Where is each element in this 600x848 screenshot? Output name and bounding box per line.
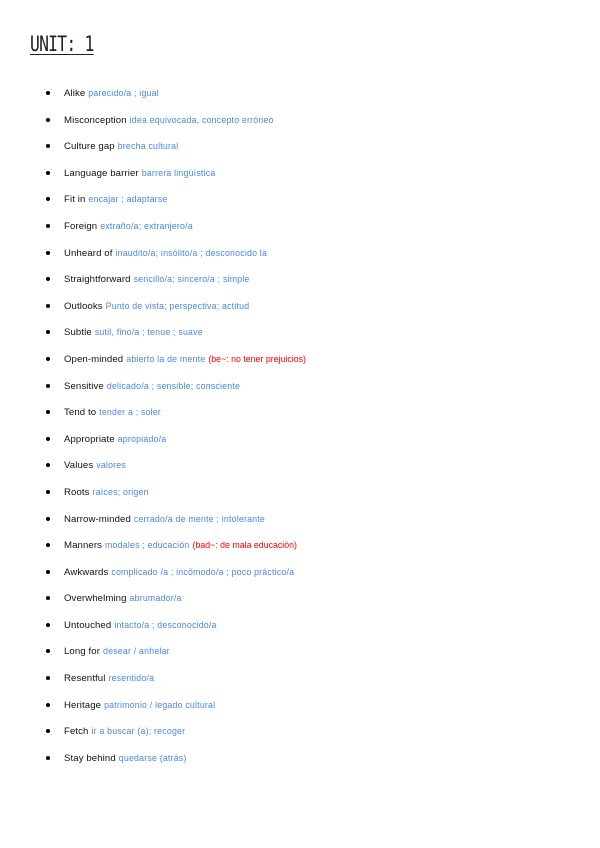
vocab-item	[0, 297, 600, 324]
bullet-icon	[46, 330, 50, 334]
vocab-translation: quedarse (atrás)	[118, 752, 187, 763]
bullet-icon	[46, 251, 50, 255]
bullet-icon	[46, 437, 50, 441]
vocab-item	[0, 350, 600, 377]
vocab-item	[0, 456, 600, 483]
bullet-icon	[46, 144, 50, 148]
vocab-translation: abrumador/a	[129, 593, 182, 604]
vocab-translation: tender a ; soler	[99, 407, 162, 418]
vocab-item	[0, 403, 600, 430]
vocab-item	[0, 749, 600, 776]
vocab-note: (bad~: de mala educación)	[192, 540, 297, 551]
vocab-term: Subtle	[64, 327, 92, 339]
vocab-item	[0, 536, 600, 563]
vocabulary-list	[0, 84, 600, 775]
vocab-translation: apropiado/a	[117, 433, 167, 444]
bullet-icon	[46, 570, 50, 574]
vocab-translation: encajar ; adaptarse	[88, 194, 168, 205]
vocab-translation: cerrado/a de mente ; intolerante	[133, 513, 265, 524]
vocab-item	[0, 377, 600, 404]
vocab-term: Language barrier	[64, 167, 139, 179]
vocab-translation: complicado /a ; incômodo/a ; poco práctico/a	[111, 566, 295, 577]
vocab-item	[0, 270, 600, 297]
vocab-term: Long for	[64, 646, 101, 658]
bullet-icon	[46, 596, 50, 600]
vocab-translation: valores	[96, 460, 126, 471]
page-title: UNIT: 1	[30, 32, 94, 56]
vocab-translation: inaudito/a; insólito/a ; desconocido la	[115, 247, 268, 258]
vocab-term: Narrow-minded	[64, 513, 131, 525]
vocab-term: Alike	[64, 88, 86, 99]
vocab-term: Appropriate	[64, 433, 115, 445]
vocab-translation: modales ; educación	[105, 540, 190, 551]
vocab-item	[0, 244, 600, 271]
bullet-icon	[46, 676, 50, 680]
bullet-icon	[46, 463, 50, 467]
vocab-term: Fit in	[64, 194, 86, 206]
vocab-item	[0, 84, 600, 111]
vocab-item	[0, 696, 600, 723]
vocab-term: Values	[64, 460, 94, 472]
vocab-term: Resentful	[64, 673, 106, 685]
bullet-icon	[46, 543, 50, 547]
vocab-item	[0, 669, 600, 696]
vocab-term: Roots	[64, 486, 90, 498]
vocab-item	[0, 111, 600, 138]
bullet-icon	[46, 729, 50, 733]
vocab-term: Awkwards	[64, 566, 109, 578]
vocab-translation: raíces; origen	[92, 486, 149, 497]
vocab-translation: abierto la de mente	[126, 353, 206, 364]
vocab-term: Heritage	[64, 699, 102, 711]
vocab-item	[0, 190, 600, 217]
vocab-item	[0, 616, 600, 643]
bullet-icon	[46, 384, 50, 388]
vocab-term: Stay behind	[64, 752, 116, 764]
vocab-item	[0, 722, 600, 749]
vocab-term: Unheard of	[64, 247, 113, 259]
vocab-item	[0, 430, 600, 457]
vocab-item	[0, 137, 600, 164]
vocab-translation: brecha cultural	[117, 141, 179, 152]
vocab-item	[0, 642, 600, 669]
bullet-icon	[46, 357, 50, 361]
bullet-icon	[46, 649, 50, 653]
vocab-term: Culture gap	[64, 141, 115, 153]
vocab-translation: sutil, fino/a ; tenue ; suave	[94, 327, 203, 338]
vocab-item	[0, 589, 600, 616]
vocab-translation: parecido/a ; igual	[88, 88, 159, 98]
bullet-icon	[46, 171, 50, 175]
vocab-translation: idea equivocada, concepto erróneo	[129, 114, 274, 125]
vocab-term: Untouched	[64, 619, 112, 631]
vocab-note: (be~: no tener prejuicios)	[208, 353, 306, 364]
bullet-icon	[46, 703, 50, 707]
vocab-translation: ir a buscar (a); recoger	[91, 726, 186, 737]
bullet-icon	[46, 277, 50, 281]
vocab-item	[0, 217, 600, 244]
vocab-term: Manners	[64, 540, 103, 552]
bullet-icon	[46, 118, 50, 122]
vocab-term: Fetch	[64, 726, 89, 738]
bullet-icon	[46, 756, 50, 760]
bullet-icon	[46, 224, 50, 228]
bullet-icon	[46, 623, 50, 627]
vocab-term: Open-minded	[64, 353, 124, 365]
vocab-item	[0, 510, 600, 537]
bullet-icon	[46, 304, 50, 308]
vocab-translation: Punto de vista; perspectiva; actitud	[105, 300, 250, 311]
vocab-item	[0, 563, 600, 590]
vocab-translation: intacto/a ; desconocido/a	[114, 619, 217, 630]
vocab-term: Straightforward	[64, 274, 131, 286]
vocab-term: Misconception	[64, 114, 127, 126]
vocab-item	[0, 483, 600, 510]
vocab-translation: patrimonio / legado cultural	[104, 699, 216, 710]
bullet-icon	[46, 91, 50, 95]
bullet-icon	[46, 197, 50, 201]
vocab-translation: barrera lingüística	[141, 167, 216, 178]
vocab-translation: resentido/a	[108, 673, 155, 684]
vocab-item	[0, 164, 600, 191]
vocab-term: Overwhelming	[64, 593, 127, 605]
vocab-term: Tend to	[64, 407, 97, 419]
vocab-term: Outlooks	[64, 300, 103, 312]
vocab-term: Foreign	[64, 220, 98, 232]
vocab-translation: sencillo/a; sincero/a ; simple	[133, 274, 250, 285]
vocab-term: Sensitive	[64, 380, 104, 392]
bullet-icon	[46, 410, 50, 414]
vocab-item	[0, 323, 600, 350]
vocab-translation: delicado/a ; sensible; consciente	[106, 380, 241, 391]
bullet-icon	[46, 490, 50, 494]
vocab-translation: desear / anhelar	[103, 646, 170, 657]
bullet-icon	[46, 517, 50, 521]
vocab-translation: extraño/a; extranjero/a	[100, 220, 193, 231]
